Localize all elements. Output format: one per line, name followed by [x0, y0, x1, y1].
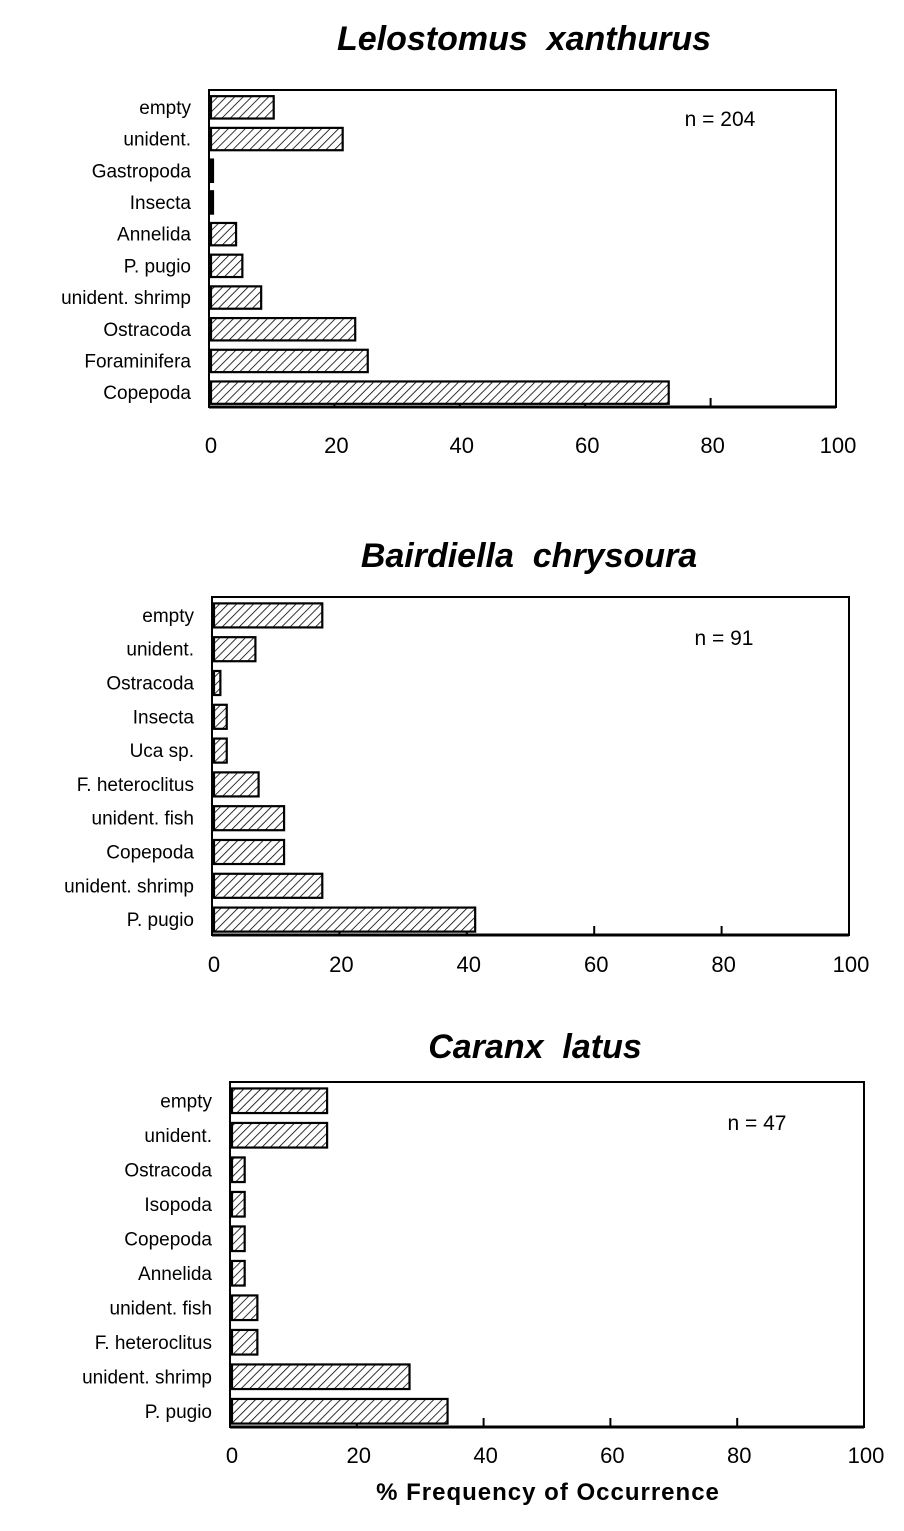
- x-tick-label: 40: [449, 433, 475, 458]
- x-tick-label: 20: [324, 433, 349, 458]
- category-label: Ostracoda: [124, 1160, 212, 1182]
- x-tick-label: 100: [832, 952, 870, 977]
- category-label: unident. fish: [109, 1298, 212, 1320]
- sample-size-label: n = 91: [694, 627, 754, 650]
- category-label: P. pugio: [126, 910, 194, 932]
- bar-copepoda: [232, 1226, 245, 1251]
- x-tick-label: 0: [225, 1443, 239, 1468]
- category-label: unident. shrimp: [82, 1367, 212, 1389]
- x-tick-label: 0: [204, 433, 218, 458]
- x-tick-label: 100: [847, 1443, 885, 1468]
- bar-annelida: [232, 1261, 245, 1286]
- category-label: F. heteroclitus: [76, 774, 194, 796]
- bar-annelida: [211, 223, 236, 245]
- x-tick-label: 60: [583, 952, 609, 977]
- category-label: Uca sp.: [129, 741, 194, 763]
- category-label: Gastropoda: [91, 161, 191, 183]
- x-tick-label: 80: [711, 952, 736, 977]
- category-label: unident.: [144, 1125, 212, 1147]
- bar-unident-fish: [232, 1295, 257, 1320]
- bar-f-heteroclitus: [232, 1330, 257, 1355]
- bar-unident-shrimp: [232, 1364, 410, 1389]
- category-label: unident. fish: [91, 808, 194, 830]
- bar-copepoda: [214, 840, 284, 864]
- chart-title: Lelostomus xanthurus: [336, 20, 712, 58]
- category-label: empty: [160, 1091, 212, 1113]
- x-tick-label: 100: [819, 433, 857, 458]
- chart-title: Bairdiella chrysoura: [360, 537, 698, 575]
- category-label: Isopoda: [144, 1194, 212, 1216]
- category-label: Copepoda: [106, 842, 194, 864]
- category-label: unident.: [123, 129, 191, 151]
- category-label: Insecta: [132, 707, 194, 729]
- category-label: Annelida: [117, 224, 191, 246]
- category-label: Ostracoda: [106, 673, 194, 695]
- bar-unident-shrimp: [211, 286, 261, 308]
- x-tick-label: 40: [456, 952, 482, 977]
- bar-f-heteroclitus: [214, 772, 259, 796]
- x-tick-label: 20: [346, 1443, 372, 1468]
- bar-unident: [232, 1123, 327, 1148]
- category-label: Foraminifera: [84, 351, 191, 373]
- bar-p-pugio: [232, 1399, 448, 1424]
- category-label: P. pugio: [144, 1401, 212, 1423]
- bar-foraminifera: [211, 350, 368, 372]
- bar-unident: [211, 128, 343, 150]
- category-label: unident. shrimp: [61, 288, 191, 310]
- bar-empty: [232, 1088, 327, 1113]
- bar-empty: [214, 603, 322, 627]
- bar-copepoda: [211, 381, 669, 403]
- x-tick-label: 40: [473, 1443, 498, 1468]
- category-label: Copepoda: [124, 1229, 212, 1251]
- category-label: empty: [139, 97, 191, 119]
- bar-unident-shrimp: [214, 874, 322, 898]
- category-label: Ostracoda: [103, 319, 191, 341]
- bar-insecta: [211, 191, 213, 213]
- x-tick-label: 0: [207, 952, 221, 977]
- x-tick-label: 60: [574, 433, 600, 458]
- bar-ostracoda: [214, 671, 220, 695]
- category-label: empty: [142, 605, 194, 627]
- chart-panel-3: [82, 1028, 884, 1506]
- category-label: unident.: [126, 639, 194, 661]
- category-label: Copepoda: [103, 383, 191, 405]
- bar-ostracoda: [232, 1157, 245, 1182]
- x-tick-label: 60: [600, 1443, 625, 1468]
- bar-isopoda: [232, 1192, 245, 1217]
- category-label: P. pugio: [123, 256, 191, 278]
- bar-p-pugio: [214, 908, 475, 932]
- bar-ostracoda: [211, 318, 355, 340]
- category-label: F. heteroclitus: [94, 1332, 212, 1354]
- bar-p-pugio: [211, 255, 242, 277]
- x-tick-label: 20: [329, 952, 354, 977]
- category-label: unident. shrimp: [64, 876, 194, 898]
- category-label: Annelida: [138, 1263, 212, 1285]
- chart-panel-2: [64, 537, 869, 977]
- x-axis-label: % Frequency of Occurrence: [376, 1479, 720, 1506]
- chart-title: Caranx latus: [428, 1028, 642, 1066]
- chart-panel-1: [61, 20, 856, 458]
- bar-empty: [211, 96, 274, 118]
- category-label: Insecta: [129, 192, 191, 214]
- sample-size-label: n = 47: [727, 1112, 787, 1135]
- sample-size-label: n = 204: [684, 108, 756, 131]
- x-tick-label: 80: [700, 433, 725, 458]
- bar-unident-fish: [214, 806, 284, 830]
- bar-insecta: [214, 705, 227, 729]
- bar-uca-sp: [214, 739, 227, 763]
- bar-unident: [214, 637, 255, 661]
- bar-gastropoda: [211, 160, 213, 182]
- x-tick-label: 80: [726, 1443, 752, 1468]
